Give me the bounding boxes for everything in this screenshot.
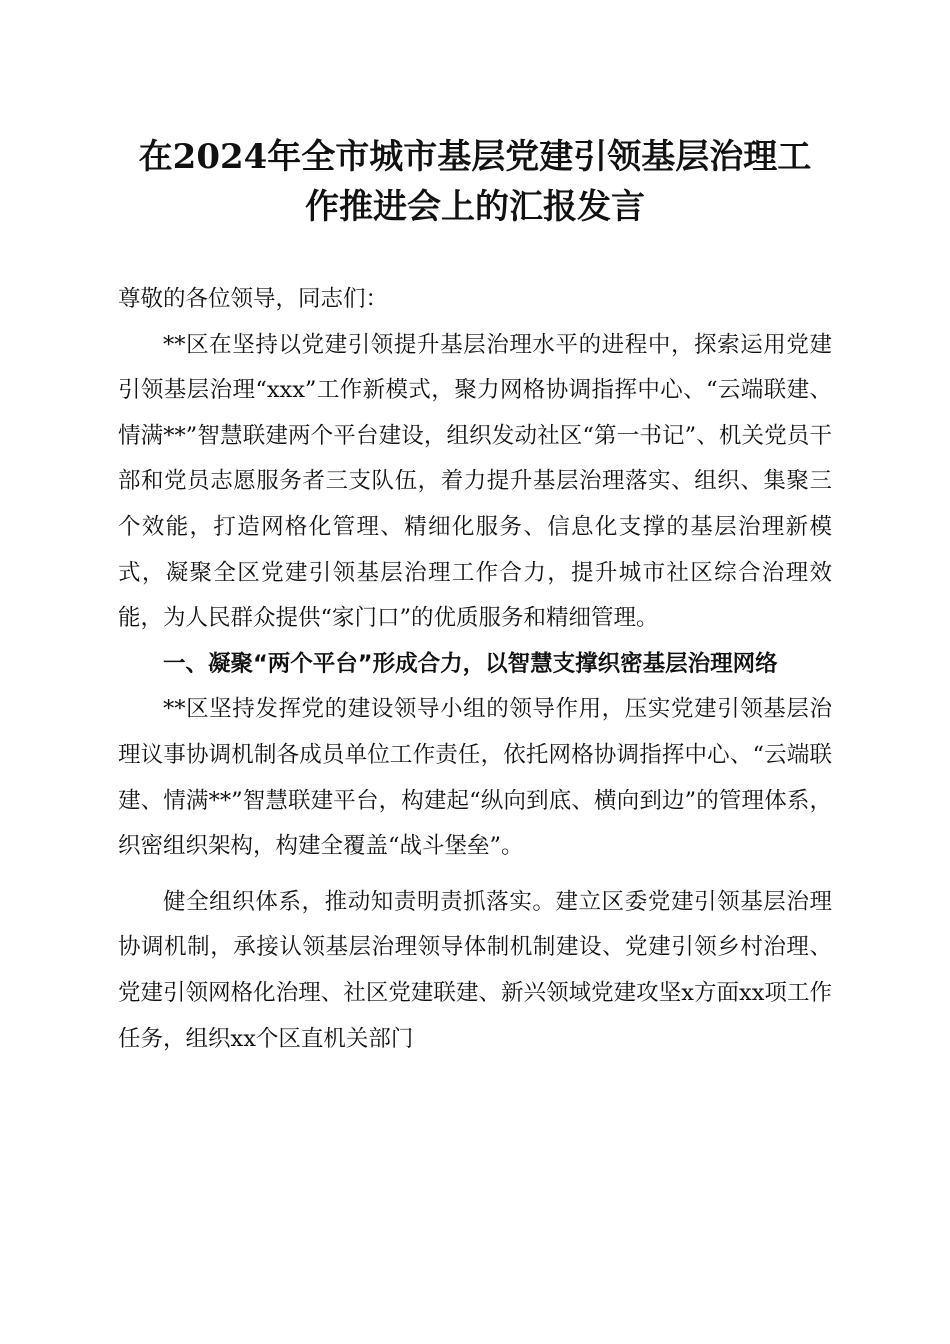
salutation: 尊敬的各位领导，同志们： xyxy=(118,286,389,312)
title-line-2: 作推进会上的汇报发言 xyxy=(305,187,645,227)
section-1-paragraph-2: 健全组织体系，推动知责明责抓落实。建立区委党建引领基层治理协调机制，承接认领基层治理领导体制机制建设、党建引领乡村治理、党建引领网格化治理、社区党建联建、新兴领域党建攻坚x方面xx项工作任务，组织xx个区直机关部门 xyxy=(118,888,832,1052)
title-line-1: 在2024年全市城市基层党建引领基层治理工 xyxy=(138,137,812,177)
intro-paragraph: **区在坚持以党建引领提升基层治理水平的进程中，探索运用党建引领基层治理“xxx”工作新模式，聚力网格协调指挥中心、“云端联建、情满**”智慧联建两个平台建设，组织发动社区“第一书记”、机关党员干部和党员志愿服务者三支队伍，着力提升基层治理落实、组织、集聚三个效能，打造网格化管理、精细化服务、信息化支撑的基层治理新模式，凝聚全区党建引领基层治理工作合力，提升城市社区综合治理效能，为人民群众提供“家门口”的优质服务和精细管理。 xyxy=(118,331,832,632)
document-title xyxy=(118,132,832,232)
section-1-heading: 一、凝聚“两个平台”形成合力，以智慧支撑织密基层治理网络 xyxy=(163,650,778,677)
document-body xyxy=(118,277,832,1062)
section-1-paragraph-1: **区坚持发挥党的建设领导小组的领导作用，压实党建引领基层治理议事协调机制各成员单位工作责任，依托网格协调指挥中心、“云端联建、情满**”智慧联建平台，构建起“纵向到底、横向到边”的管理体系，织密组织架构，构建全覆盖“战斗堡垒”。 xyxy=(118,696,832,860)
